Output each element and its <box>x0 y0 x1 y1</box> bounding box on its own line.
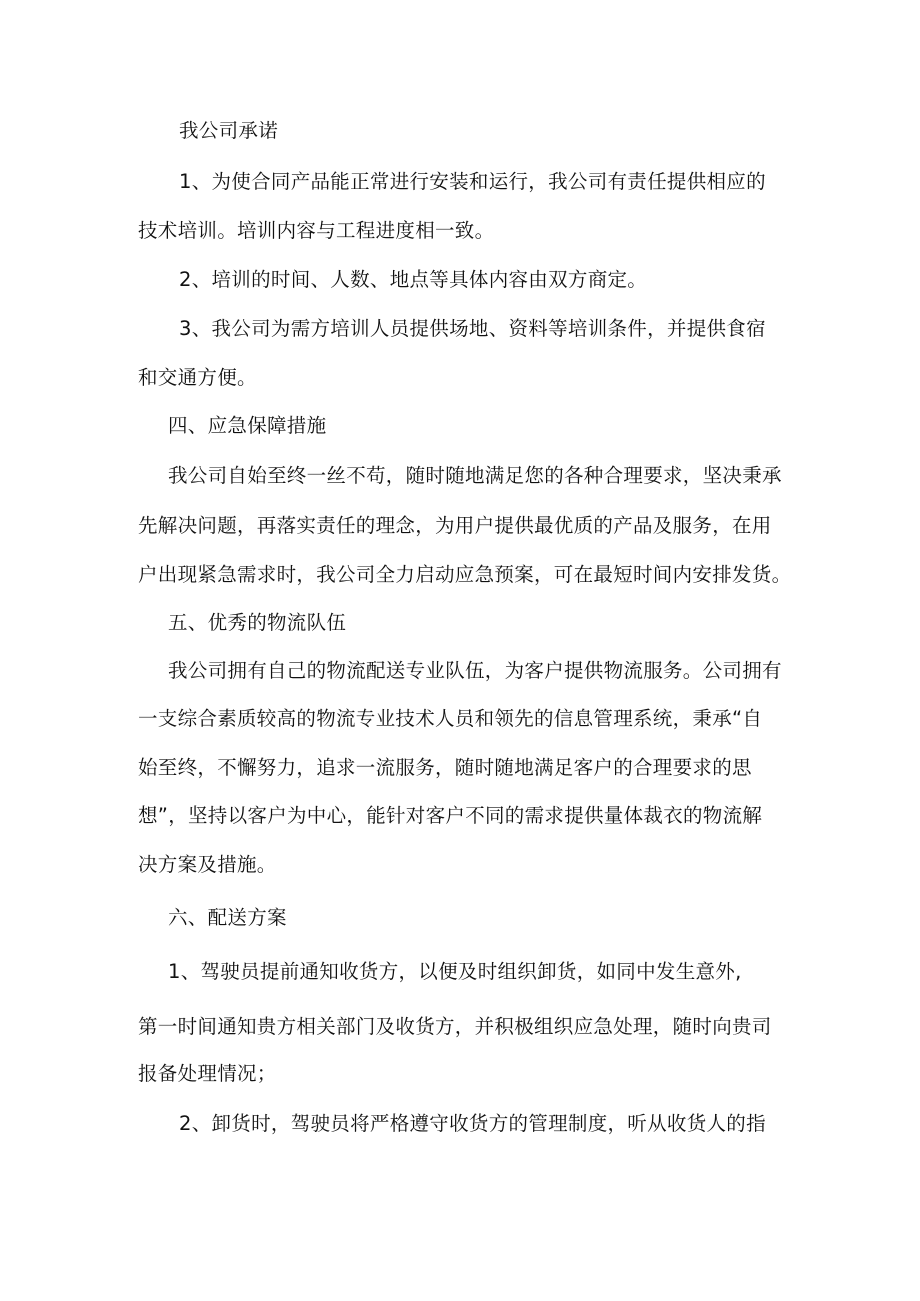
section-6-item-2-line-1: 2、卸货时，驾驶员将严格遵守收货方的管理制度，听从收货人的指 <box>179 1112 766 1135</box>
section-4-heading: 四、应急保障措施 <box>168 414 327 437</box>
training-item-1-line-1: 1、为使合同产品能正常进行安装和运行，我公司有责任提供相应的 <box>179 170 766 193</box>
section-5-paragraph-line-4: 想”，坚持以客户为中心，能针对客户不同的需求提供量体裁衣的物流解 <box>138 804 763 827</box>
training-item-2: 2、培训的时间、人数、地点等具体内容由双方商定。 <box>179 268 648 291</box>
section-4-paragraph-line-1: 我公司自始至终一丝不苟，随时随地满足您的各种合理要求，坚决秉承 <box>168 464 782 487</box>
section-5-paragraph-line-3: 始至终，不懈努力，追求一流服务，随时随地满足客户的合理要求的思 <box>138 756 752 779</box>
section-5-heading: 五、优秀的物流队伍 <box>168 611 347 634</box>
section-6-heading: 六、配送方案 <box>168 906 287 929</box>
training-item-3-line-1: 3、我公司为需方培训人员提供场地、资料等培训条件，并提供食宿 <box>179 317 766 340</box>
section-5-paragraph-line-5: 决方案及措施。 <box>138 853 277 876</box>
section-6-item-1-line-2: 第一时间通知贵方相关部门及收货方，并积极组织应急处理，随时向贵司 <box>138 1015 772 1038</box>
section-4-paragraph-line-2: 先解决问题，再落实责任的理念，为用户提供最优质的产品及服务，在用 <box>138 514 772 537</box>
section-4-paragraph-line-3: 户出现紧急需求时，我公司全力启动应急预案，可在最短时间内安排发货。 <box>138 563 792 586</box>
section-6-item-1-line-1: 1、驾驶员提前通知收货方，以便及时组织卸货，如同中发生意外, <box>168 960 742 983</box>
section-5-paragraph-line-2: 一支综合素质较高的物流专业技术人员和领先的信息管理系统，秉承“自 <box>138 707 763 730</box>
section-6-item-1-line-3: 报备处理情况； <box>138 1062 277 1085</box>
training-item-3-line-2: 和交通方便。 <box>138 366 257 389</box>
commitment-heading: 我公司承诺 <box>179 119 279 142</box>
section-5-paragraph-line-1: 我公司拥有自己的物流配送专业队伍，为客户提供物流服务。公司拥有 <box>168 659 782 682</box>
training-item-1-line-2: 技术培训。培训内容与工程进度相一致。 <box>138 219 495 242</box>
